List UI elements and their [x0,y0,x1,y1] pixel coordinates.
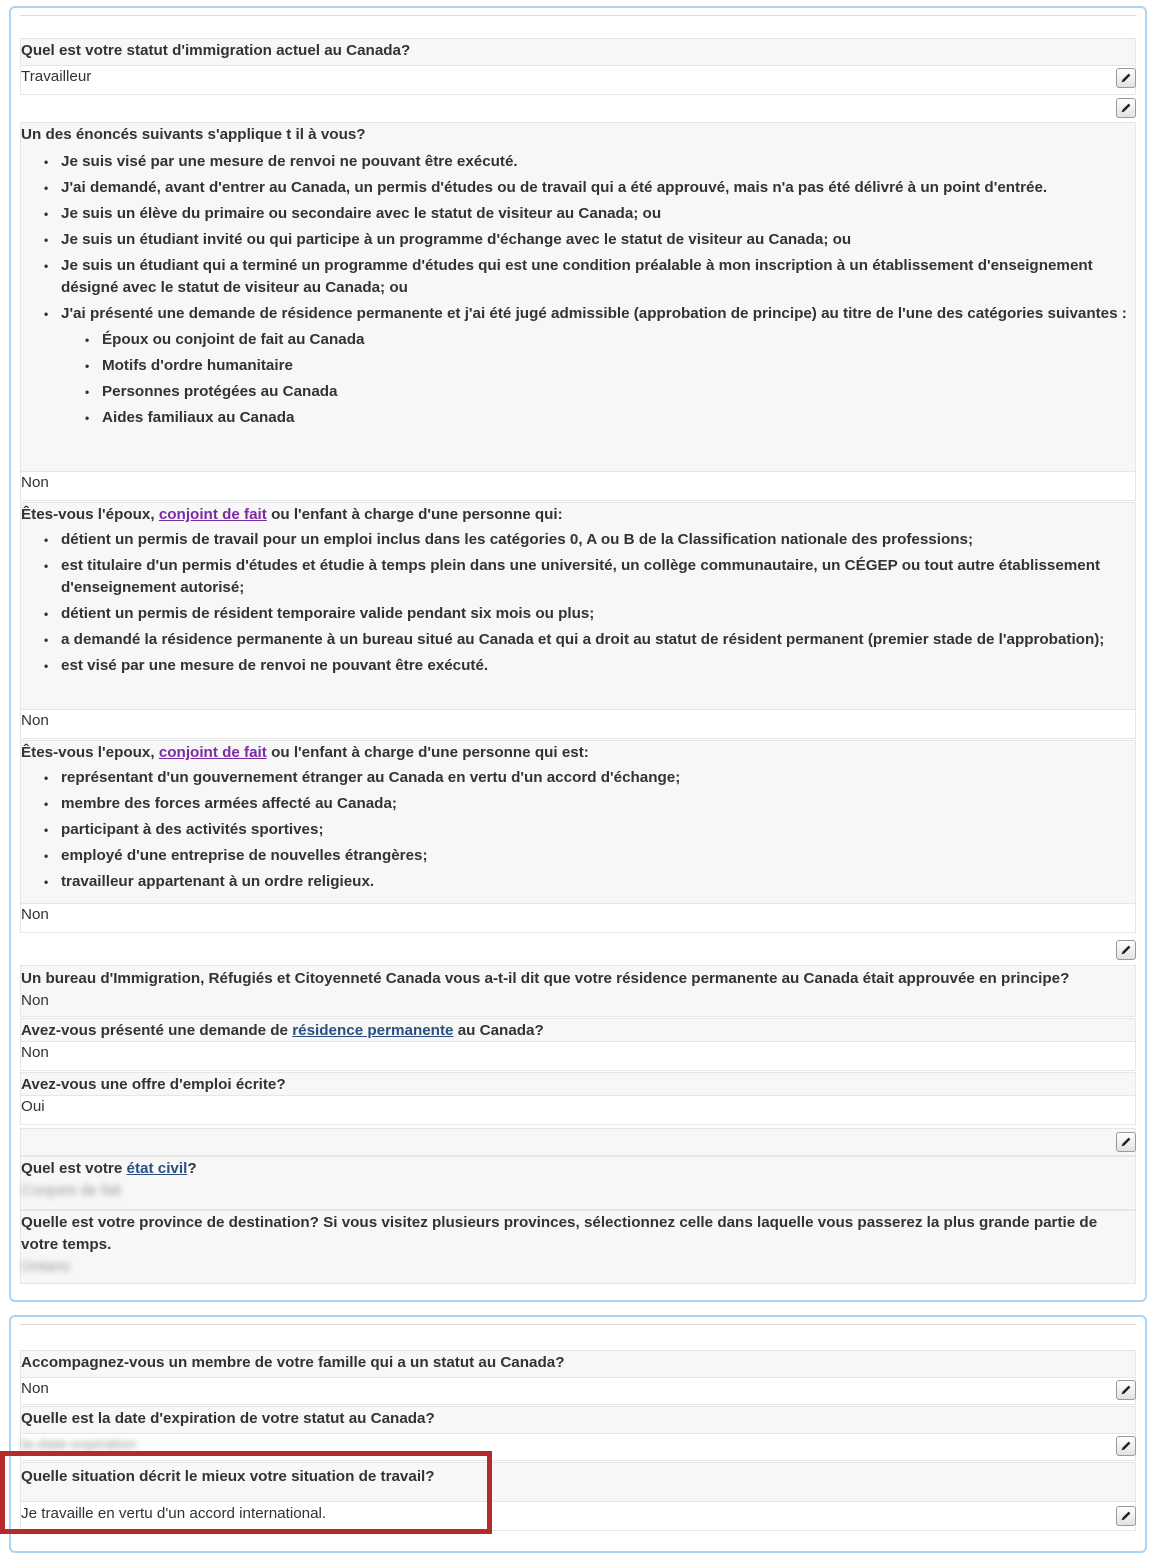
sublist-item: • Époux ou conjoint de fait au Canada [81,329,1130,351]
sublist-item: • Motifs d'ordre humanitaire [81,355,1130,377]
list-item: • participant à des activités sportives; [40,819,1130,841]
list-item: • détient un permis de résident temporaire valide pendant six mois ou plus; [40,603,1130,625]
answer-row [20,903,1136,933]
question-demande-residence [21,1020,1136,1042]
answer-date-expiration-blurred: la-date-expiration [21,1436,137,1453]
list-item [40,303,1130,429]
question-enonces: Un des énoncés suivants s'applique t il à vous? [21,126,366,143]
answer-etat-civil-blurred: Conjoint de fait [21,1182,122,1199]
question-province: Quelle est votre province de destination? Si vous visitez plusieurs provinces, sélectionnez celle dans laquelle vous passerez la plus grande partie de votre temps. [21,1214,1098,1253]
question-text: ou l'enfant à charge d'une personne qui: [271,506,563,523]
list-item: • représentant d'un gouvernement étranger au Canada en vertu d'un accord d'échange; [40,767,1130,789]
answer-immigration-status: Travailleur [21,68,92,85]
question-immigration-status: Quel est votre statut d'immigration actuel au Canada? [21,42,411,59]
edit-personal-info-button[interactable] [1116,1132,1136,1152]
list-item-text: J'ai présenté une demande de résidence permanente et j'ai été jugé admissible (approbation de principe) au titre de l'une des catégories suivantes : [61,305,1127,322]
list-item: • détient un permis de travail pour un emploi inclus dans les catégories 0, A ou B de la Classification nationale des professions; [40,529,1130,551]
question-bureau: Un bureau d'Immigration, Réfugiés et Citoyenneté Canada vous a-t-il dit que votre résidence permanente au Canada était approuvée en principe? [21,970,1070,987]
divider [20,1324,1136,1325]
list-item: • Je suis visé par une mesure de renvoi ne pouvant être exécuté. [40,151,1130,173]
list-item: • est visé par une mesure de renvoi ne pouvant être exécuté. [40,655,1130,677]
question-text: ? [187,1160,197,1177]
list-item: • a demandé la résidence permanente à un bureau situé au Canada et qui a droit au statut de résident permanent (premier stade de l'approbation); [40,629,1130,651]
answer-row [20,1095,1136,1125]
pencil-icon [1120,944,1132,956]
answer-bureau: Non [21,992,49,1009]
question-text: ou l'enfant à charge d'une personne qui est: [271,744,589,761]
question-epoux-1 [21,504,1136,526]
answer-row [20,1041,1136,1071]
answer-row [20,471,1136,501]
list-item: • membre des forces armées affecté au Canada; [40,793,1130,815]
answer-epoux-1: Non [21,712,49,729]
list-item: • est titulaire d'un permis d'études et étudie à temps plein dans une université, un collège communautaire, un CÉGEP ou tout autre établissement d'enseignement autorisé; [40,555,1130,599]
question-epoux-2 [21,742,1136,764]
pencil-icon [1120,102,1132,114]
sublist-item: • Aides familiaux au Canada [81,407,1130,429]
question-text: Êtes-vous l'époux, [21,506,155,523]
answer-enonces: Non [21,474,49,491]
etat-civil-link[interactable]: état civil [126,1160,188,1177]
residence-permanente-link[interactable]: résidence permanente [292,1022,454,1039]
divider [20,15,1136,16]
answer-row [20,709,1136,739]
edit-residence-group-button[interactable] [1116,940,1136,960]
edit-enonces-button[interactable] [1116,98,1136,118]
question-text: Êtes-vous l'epoux, [21,744,155,761]
epoux1-list [40,529,1130,681]
question-situation-travail: Quelle situation décrit le mieux votre situation de travail? [21,1468,435,1485]
list-item: • employé d'une entreprise de nouvelles étrangères; [40,845,1130,867]
answer-situation-travail: Je travaille en vertu d'un accord international. [21,1505,327,1522]
conjoint-de-fait-link[interactable]: conjoint de fait [158,744,267,761]
pencil-icon [1120,72,1132,84]
enonces-sublist [61,329,1130,429]
answer-offre-emploi: Oui [21,1098,45,1115]
edit-membre-famille-button[interactable] [1116,1380,1136,1400]
question-text: Avez-vous présenté une demande de [21,1022,288,1039]
question-date-expiration: Quelle est la date d'expiration de votre statut au Canada? [21,1410,435,1427]
answer-row [20,1377,1136,1405]
answer-province-blurred: Ontario [21,1258,71,1275]
list-item: • Je suis un étudiant invité ou qui participe à un programme d'échange avec le statut de visiteur au Canada; ou [40,229,1130,251]
pencil-icon [1120,1384,1132,1396]
list-item: • Je suis un élève du primaire ou secondaire avec le statut de visiteur au Canada; ou [40,203,1130,225]
answer-membre-famille: Non [21,1380,49,1397]
highlight-annotation-box [0,1451,492,1534]
edit-immigration-status-button[interactable] [1116,68,1136,88]
pencil-icon [1120,1136,1132,1148]
edit-situation-travail-button[interactable] [1116,1506,1136,1526]
question-text: au Canada? [457,1022,544,1039]
enonces-list [40,151,1130,433]
question-offre-emploi: Avez-vous une offre d'emploi écrite? [21,1076,286,1093]
sublist-item: • Personnes protégées au Canada [81,381,1130,403]
pencil-icon [1120,1510,1132,1522]
question-row [20,1128,1136,1156]
edit-date-expiration-button[interactable] [1116,1436,1136,1456]
epoux2-list [40,767,1130,897]
pencil-icon [1120,1440,1132,1452]
conjoint-de-fait-link[interactable]: conjoint de fait [158,506,267,523]
question-membre-famille: Accompagnez-vous un membre de votre famille qui a un statut au Canada? [21,1354,565,1371]
list-item: • J'ai demandé, avant d'entrer au Canada, un permis d'études ou de travail qui a été approuvé, mais n'a pas été délivré à un point d'entrée. [40,177,1130,199]
question-etat-civil [21,1158,1136,1180]
answer-epoux-2: Non [21,906,49,923]
list-item: • travailleur appartenant à un ordre religieux. [40,871,1130,893]
answer-row [20,65,1136,95]
list-item: • Je suis un étudiant qui a terminé un programme d'études qui est une condition préalable à mon inscription à un établissement d'enseignement désigné avec le statut de visiteur au Canada; ou [40,255,1130,299]
answer-demande-residence: Non [21,1044,49,1061]
question-text: Quel est votre [21,1160,123,1177]
